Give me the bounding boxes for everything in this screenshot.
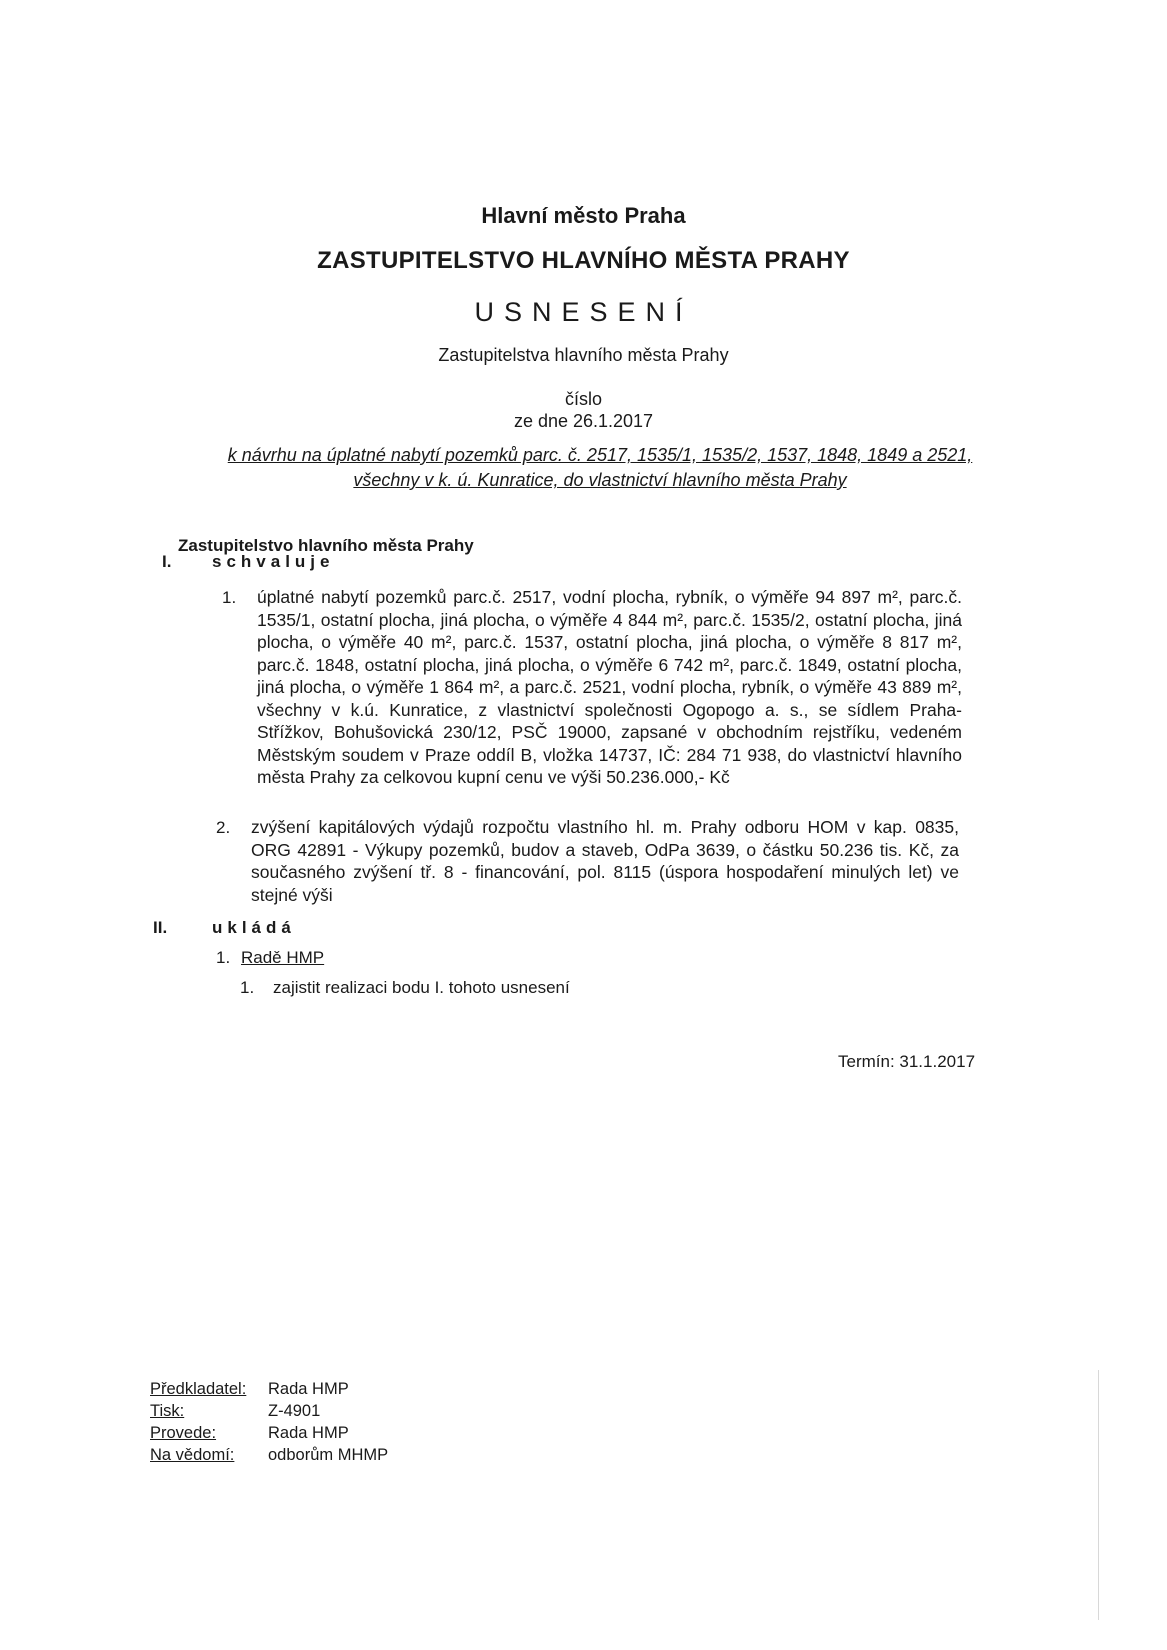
footer-label: Na vědomí: bbox=[150, 1446, 235, 1464]
deadline: Termín: 31.1.2017 bbox=[838, 1052, 976, 1071]
section-2-recipient-number: 1. bbox=[216, 948, 231, 967]
footer-value: Z-4901 bbox=[268, 1402, 321, 1420]
scan-edge-line bbox=[1098, 1370, 1099, 1620]
section-2-recipient: Radě HMP bbox=[241, 948, 325, 967]
footer-row-submitter bbox=[150, 1378, 388, 1400]
resolution-body-title: Zastupitelstvo hlavního města Prahy bbox=[178, 536, 474, 555]
section-2-verb: ukládá bbox=[212, 918, 296, 937]
city-heading: Hlavní město Praha bbox=[481, 203, 686, 228]
footer-value: odborům MHMP bbox=[268, 1446, 389, 1464]
footer-label: Tisk: bbox=[150, 1402, 185, 1420]
footer-value: Rada HMP bbox=[268, 1424, 349, 1442]
section-1-item-2-text: zvýšení kapitálových výdajů rozpočtu vlastního hl. m. Prahy odboru HOM v kap. 0835, ORG 42891 - Výkupy pozemků, budov a staveb, OdPa 3639, o částku 50.236 tis. Kč, za současného zvýšení tř. 8 - financování, pol. 8115 (úspora hospodaření minulých let) ve stejné výši bbox=[251, 817, 959, 905]
footer-row-print bbox=[150, 1400, 388, 1422]
section-1-verb: schvaluje bbox=[212, 552, 335, 571]
footer-info bbox=[150, 1378, 388, 1466]
section-1-item-2-number: 2. bbox=[216, 818, 231, 837]
footer-row-executor bbox=[150, 1422, 388, 1444]
section-1-item-1-text: úplatné nabytí pozemků parc.č. 2517, vodní plocha, rybník, o výměře 94 897 m², parc.č. 1535/1, ostatní plocha, jiná plocha, o výměře 4 844 m², parc.č. 1535/2, ostatní plocha, jiná plocha, o výměře 40 m², parc.č. 1537, ostatní plocha, jiná plocha, o výměře 8 817 m², parc.č. 1848, ostatní plocha, jiná plocha, o výměře 6 742 m², parc.č. 1849, ostatní plocha, jiná plocha, o výměře 1 864 m², a parc.č. 2521, vodní plocha, rybník, o výměře 43 889 m², všechny v k.ú. Kunratice, z vlastnictví společnosti Ogopogo a. s., se sídlem Praha-Střížkov, Bohušovická 230/12, PSČ 19000, zapsané v obchodním rejstříku, vedeném Městským soudem v Praze oddíl B, vložka 14737, IČ: 284 71 938, do vlastnictví hlavního města Prahy za celkovou kupní cenu ve výši 50.236.000,- Kč bbox=[257, 587, 962, 787]
issuer-line: Zastupitelstva hlavního města Prahy bbox=[438, 345, 729, 365]
footer-label: Předkladatel: bbox=[150, 1380, 247, 1398]
footer-row-informed bbox=[150, 1444, 388, 1466]
footer-value: Rada HMP bbox=[268, 1380, 349, 1398]
section-2-task-text: zajistit realizaci bodu I. tohoto usnesení bbox=[273, 978, 570, 997]
resolution-subject: k návrhu na úplatné nabytí pozemků parc. č. 2517, 1535/1, 1535/2, 1537, 1848, 1849 a 2521, všechny v k. ú. Kunratice, do vlastnictví hlavního města Prahy bbox=[227, 445, 973, 490]
council-heading: ZASTUPITELSTVO HLAVNÍHO MĚSTA PRAHY bbox=[317, 247, 850, 274]
section-2-task-number: 1. bbox=[240, 978, 255, 997]
footer-label: Provede: bbox=[150, 1424, 217, 1442]
resolution-date: ze dne 26.1.2017 bbox=[513, 411, 654, 431]
section-1-item-1-number: 1. bbox=[222, 588, 237, 607]
section-1-numeral: I. bbox=[162, 552, 172, 571]
section-2-numeral: II. bbox=[153, 918, 168, 937]
document-type-heading: USNESENÍ bbox=[474, 297, 693, 327]
number-label: číslo bbox=[564, 389, 602, 409]
